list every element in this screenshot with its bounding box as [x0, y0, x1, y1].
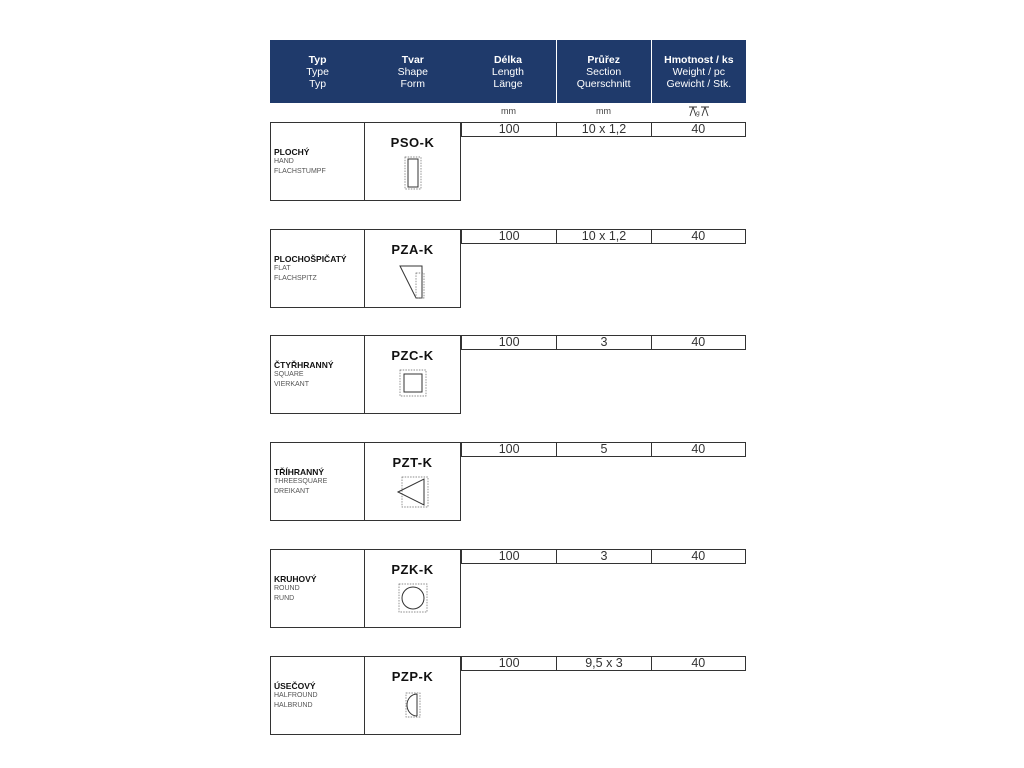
- svg-text:g: g: [695, 110, 700, 117]
- weight-value: 40: [651, 657, 745, 670]
- row-values: [461, 656, 746, 671]
- row-values: [461, 549, 746, 564]
- length-value: 100: [498, 335, 520, 349]
- row-type-de: FLACHSPITZ: [274, 274, 317, 282]
- header-shape-main: Tvar: [401, 53, 424, 66]
- halfround-icon: [402, 690, 424, 720]
- row-type-de: HALBRUND: [274, 701, 313, 709]
- row-type-de: VIERKANT: [274, 380, 310, 388]
- header-shape-de: Form: [400, 77, 426, 90]
- row-shape: [365, 335, 461, 414]
- header-section-main: Průřez: [587, 53, 620, 66]
- header-weight-de: Gewicht / Stk.: [666, 77, 732, 90]
- row-values: [461, 122, 746, 137]
- section-value: 5: [556, 443, 650, 456]
- row-type-en: FLAT: [274, 264, 291, 272]
- product-code: PZA-K: [391, 242, 434, 257]
- row-type: TŘÍHRANNÝ: [274, 466, 325, 477]
- product-code: PZP-K: [391, 669, 434, 684]
- section-value: 3: [556, 550, 650, 563]
- weight-value: 40: [651, 230, 745, 243]
- row-shape: [365, 442, 461, 521]
- row-shape: [365, 549, 461, 628]
- row-label-kruhovy: [270, 549, 365, 628]
- row-label-trihranny: [270, 442, 365, 521]
- product-code: PZT-K: [392, 455, 433, 470]
- header-length-en: Length: [491, 65, 525, 78]
- header-shape: [365, 40, 460, 103]
- weight-value: 40: [651, 550, 745, 563]
- length-value: 100: [498, 442, 520, 456]
- header-weight-main: Hmotnost / ks: [664, 53, 734, 66]
- product-code: PSO-K: [390, 135, 435, 150]
- header-length: [460, 40, 555, 103]
- weight-value: 40: [651, 443, 745, 456]
- section-value: 3: [556, 336, 650, 349]
- header-section-de: Querschnitt: [576, 77, 631, 90]
- kg-icon: [651, 106, 746, 119]
- row-type: PLOCHOŠPIČATÝ: [274, 253, 347, 264]
- header-type: [270, 40, 365, 103]
- row-label-ctyrhranny: [270, 335, 365, 414]
- product-code: PZC-K: [391, 348, 434, 363]
- row-type: ÚSEČOVÝ: [274, 680, 316, 691]
- header-length-main: Délka: [493, 53, 522, 66]
- unit-section: mm: [596, 106, 611, 116]
- header-section: [556, 40, 651, 103]
- row-type: PLOCHÝ: [274, 146, 310, 157]
- weight-value: 40: [651, 336, 745, 349]
- row-shape: [365, 122, 461, 201]
- length-value: 100: [498, 229, 520, 243]
- row-type-de: DREIKANT: [274, 487, 310, 495]
- product-code: PZK-K: [391, 562, 434, 577]
- header-length-de: Länge: [493, 77, 523, 90]
- section-value: 9,5 x 3: [556, 657, 650, 670]
- header-shape-en: Shape: [397, 65, 428, 78]
- header-type-en: Type: [306, 65, 329, 78]
- length-value: 100: [498, 549, 520, 563]
- length-value: 100: [498, 656, 520, 670]
- row-type-de: FLACHSTUMPF: [274, 167, 326, 175]
- header-type-main: Typ: [308, 53, 327, 66]
- square-icon: [399, 369, 427, 397]
- header-weight: [651, 40, 746, 103]
- row-label-plochospicaty: [270, 229, 365, 308]
- table-header: [270, 40, 746, 103]
- row-values: [461, 442, 746, 457]
- length-value: 100: [498, 122, 520, 136]
- circle-icon: [398, 583, 428, 613]
- header-type-de: Typ: [309, 77, 327, 90]
- row-type: KRUHOVÝ: [274, 573, 317, 584]
- row-type-en: ROUND: [274, 584, 300, 592]
- row-shape: [365, 229, 461, 308]
- flat-rect-icon: [403, 156, 423, 190]
- row-values: [461, 229, 746, 244]
- row-type-de: RUND: [274, 594, 295, 602]
- row-type: ČTYŘHRANNÝ: [274, 359, 334, 370]
- row-type-en: HALFROUND: [274, 691, 318, 699]
- row-shape: [365, 656, 461, 735]
- row-type-en: SQUARE: [274, 370, 304, 378]
- row-type-en: HAND: [274, 157, 294, 165]
- weight-value: 40: [651, 123, 745, 136]
- triangle-icon: [396, 476, 430, 508]
- section-value: 10 x 1,2: [556, 123, 650, 136]
- row-label-usecovy: [270, 656, 365, 735]
- row-type-en: THREESQUARE: [274, 477, 328, 485]
- unit-length: mm: [501, 106, 516, 116]
- row-values: [461, 335, 746, 350]
- header-weight-en: Weight / pc: [672, 65, 726, 78]
- flat-pointed-icon: [398, 263, 428, 301]
- section-value: 10 x 1,2: [556, 230, 650, 243]
- header-section-en: Section: [586, 65, 622, 78]
- row-label-ploch: [270, 122, 365, 201]
